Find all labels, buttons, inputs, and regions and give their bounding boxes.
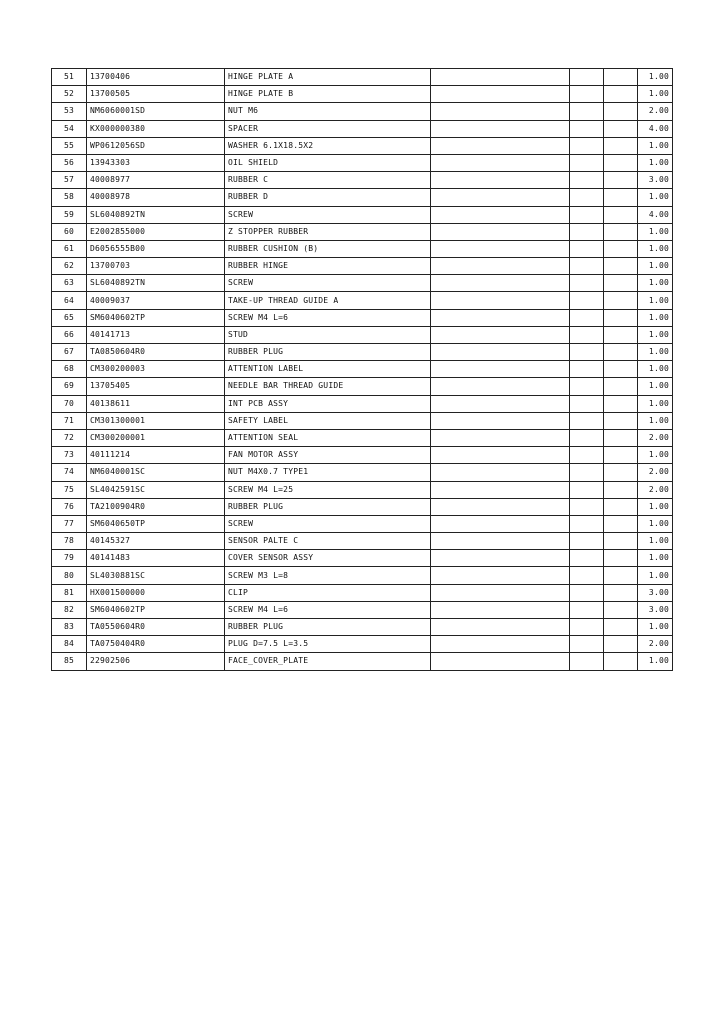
blank-cell [431, 447, 570, 464]
blank-cell [431, 344, 570, 361]
blank-cell [570, 481, 604, 498]
blank-cell [431, 189, 570, 206]
part-name-cell: NUT M6 [225, 103, 431, 120]
quantity-cell: 1.00 [638, 567, 673, 584]
part-name-cell: PLUG D=7.5 L=3.5 [225, 636, 431, 653]
blank-cell [431, 395, 570, 412]
blank-cell [570, 584, 604, 601]
blank-cell [431, 515, 570, 532]
item-number-cell: 72 [52, 429, 87, 446]
quantity-cell: 1.00 [638, 412, 673, 429]
part-name-cell: RUBBER PLUG [225, 619, 431, 636]
blank-cell [570, 636, 604, 653]
item-number-cell: 79 [52, 550, 87, 567]
blank-cell [570, 429, 604, 446]
blank-cell [570, 137, 604, 154]
quantity-cell: 2.00 [638, 464, 673, 481]
blank-cell [431, 550, 570, 567]
table-row [52, 240, 673, 257]
part-name-cell: HINGE PLATE B [225, 86, 431, 103]
blank-cell [431, 481, 570, 498]
blank-cell [604, 326, 638, 343]
part-name-cell: SCREW M4 L=6 [225, 309, 431, 326]
table-row [52, 189, 673, 206]
part-code-cell: D6056555B00 [87, 240, 225, 257]
item-number-cell: 62 [52, 258, 87, 275]
blank-cell [570, 498, 604, 515]
table-row [52, 344, 673, 361]
part-name-cell: ATTENTION SEAL [225, 429, 431, 446]
part-code-cell: 13943303 [87, 154, 225, 171]
blank-cell [570, 292, 604, 309]
blank-cell [570, 120, 604, 137]
blank-cell [570, 275, 604, 292]
part-name-cell: RUBBER CUSHION (B) [225, 240, 431, 257]
quantity-cell: 1.00 [638, 223, 673, 240]
part-name-cell: SCREW M4 L=6 [225, 601, 431, 618]
part-name-cell: OIL SHIELD [225, 154, 431, 171]
blank-cell [431, 361, 570, 378]
quantity-cell: 4.00 [638, 120, 673, 137]
blank-cell [570, 533, 604, 550]
part-code-cell: TA0850604R0 [87, 344, 225, 361]
part-code-cell: 13700703 [87, 258, 225, 275]
table-row [52, 172, 673, 189]
part-name-cell: SAFETY LABEL [225, 412, 431, 429]
blank-cell [604, 412, 638, 429]
item-number-cell: 63 [52, 275, 87, 292]
item-number-cell: 76 [52, 498, 87, 515]
part-code-cell: TA0550604R0 [87, 619, 225, 636]
blank-cell [570, 154, 604, 171]
blank-cell [604, 550, 638, 567]
item-number-cell: 54 [52, 120, 87, 137]
quantity-cell: 1.00 [638, 275, 673, 292]
table-row [52, 223, 673, 240]
item-number-cell: 57 [52, 172, 87, 189]
quantity-cell: 1.00 [638, 292, 673, 309]
table-row [52, 103, 673, 120]
part-name-cell: HINGE PLATE A [225, 69, 431, 86]
blank-cell [604, 69, 638, 86]
blank-cell [431, 103, 570, 120]
part-name-cell: RUBBER C [225, 172, 431, 189]
quantity-cell: 1.00 [638, 498, 673, 515]
blank-cell [431, 69, 570, 86]
part-name-cell: SCREW M3 L=8 [225, 567, 431, 584]
blank-cell [570, 326, 604, 343]
blank-cell [431, 378, 570, 395]
table-row [52, 636, 673, 653]
part-code-cell: CM300200001 [87, 429, 225, 446]
part-code-cell: KX000000380 [87, 120, 225, 137]
blank-cell [431, 120, 570, 137]
table-row [52, 533, 673, 550]
item-number-cell: 80 [52, 567, 87, 584]
quantity-cell: 1.00 [638, 447, 673, 464]
quantity-cell: 1.00 [638, 240, 673, 257]
quantity-cell: 3.00 [638, 601, 673, 618]
table-row [52, 653, 673, 670]
table-row [52, 567, 673, 584]
quantity-cell: 1.00 [638, 619, 673, 636]
part-name-cell: SCREW [225, 515, 431, 532]
part-name-cell: NUT M4X0.7 TYPE1 [225, 464, 431, 481]
blank-cell [604, 361, 638, 378]
blank-cell [604, 172, 638, 189]
blank-cell [604, 103, 638, 120]
part-code-cell: 40009037 [87, 292, 225, 309]
part-code-cell: SM6040602TP [87, 309, 225, 326]
blank-cell [604, 567, 638, 584]
item-number-cell: 65 [52, 309, 87, 326]
quantity-cell: 1.00 [638, 326, 673, 343]
blank-cell [570, 619, 604, 636]
table-row [52, 309, 673, 326]
quantity-cell: 2.00 [638, 636, 673, 653]
quantity-cell: 1.00 [638, 653, 673, 670]
blank-cell [431, 619, 570, 636]
blank-cell [431, 240, 570, 257]
item-number-cell: 52 [52, 86, 87, 103]
blank-cell [431, 258, 570, 275]
quantity-cell: 2.00 [638, 429, 673, 446]
part-code-cell: SM6040650TP [87, 515, 225, 532]
item-number-cell: 78 [52, 533, 87, 550]
blank-cell [431, 601, 570, 618]
parts-table-body [52, 69, 673, 671]
blank-cell [604, 206, 638, 223]
part-name-cell: RUBBER PLUG [225, 498, 431, 515]
table-row [52, 378, 673, 395]
table-row [52, 447, 673, 464]
blank-cell [431, 653, 570, 670]
part-code-cell: SM6040602TP [87, 601, 225, 618]
blank-cell [431, 636, 570, 653]
blank-cell [431, 498, 570, 515]
blank-cell [431, 309, 570, 326]
part-code-cell: 40008978 [87, 189, 225, 206]
table-row [52, 412, 673, 429]
item-number-cell: 56 [52, 154, 87, 171]
part-name-cell: SPACER [225, 120, 431, 137]
table-row [52, 137, 673, 154]
blank-cell [604, 584, 638, 601]
blank-cell [570, 103, 604, 120]
part-name-cell: COVER SENSOR ASSY [225, 550, 431, 567]
part-code-cell: E2002855000 [87, 223, 225, 240]
blank-cell [570, 601, 604, 618]
part-code-cell: CM300200003 [87, 361, 225, 378]
quantity-cell: 1.00 [638, 361, 673, 378]
table-row [52, 429, 673, 446]
blank-cell [431, 326, 570, 343]
blank-cell [604, 515, 638, 532]
part-code-cell: TA0750404R0 [87, 636, 225, 653]
part-code-cell: SL6040892TN [87, 206, 225, 223]
blank-cell [604, 481, 638, 498]
blank-cell [431, 275, 570, 292]
quantity-cell: 1.00 [638, 258, 673, 275]
part-code-cell: 40111214 [87, 447, 225, 464]
table-row [52, 86, 673, 103]
table-row [52, 206, 673, 223]
item-number-cell: 77 [52, 515, 87, 532]
blank-cell [570, 447, 604, 464]
blank-cell [431, 429, 570, 446]
quantity-cell: 3.00 [638, 172, 673, 189]
part-code-cell: TA2100904R0 [87, 498, 225, 515]
part-name-cell: INT PCB ASSY [225, 395, 431, 412]
blank-cell [570, 464, 604, 481]
part-name-cell: SCREW M4 L=25 [225, 481, 431, 498]
table-row [52, 69, 673, 86]
quantity-cell: 3.00 [638, 584, 673, 601]
blank-cell [604, 189, 638, 206]
part-code-cell: SL6040892TN [87, 275, 225, 292]
blank-cell [431, 584, 570, 601]
part-code-cell: 40145327 [87, 533, 225, 550]
part-code-cell: 40141483 [87, 550, 225, 567]
quantity-cell: 1.00 [638, 344, 673, 361]
blank-cell [570, 378, 604, 395]
part-name-cell: STUD [225, 326, 431, 343]
blank-cell [570, 653, 604, 670]
table-row [52, 361, 673, 378]
item-number-cell: 66 [52, 326, 87, 343]
quantity-cell: 1.00 [638, 515, 673, 532]
blank-cell [570, 258, 604, 275]
parts-table [51, 68, 673, 671]
quantity-cell: 1.00 [638, 69, 673, 86]
blank-cell [604, 137, 638, 154]
blank-cell [570, 86, 604, 103]
blank-cell [604, 240, 638, 257]
part-name-cell: FAN MOTOR ASSY [225, 447, 431, 464]
quantity-cell: 2.00 [638, 481, 673, 498]
part-code-cell: CM301300001 [87, 412, 225, 429]
blank-cell [604, 378, 638, 395]
part-code-cell: 13700406 [87, 69, 225, 86]
blank-cell [431, 154, 570, 171]
quantity-cell: 1.00 [638, 395, 673, 412]
table-row [52, 154, 673, 171]
blank-cell [604, 447, 638, 464]
blank-cell [604, 464, 638, 481]
blank-cell [570, 344, 604, 361]
item-number-cell: 69 [52, 378, 87, 395]
item-number-cell: 70 [52, 395, 87, 412]
blank-cell [431, 292, 570, 309]
part-code-cell: HX001500000 [87, 584, 225, 601]
blank-cell [604, 292, 638, 309]
blank-cell [604, 86, 638, 103]
quantity-cell: 1.00 [638, 550, 673, 567]
blank-cell [570, 189, 604, 206]
item-number-cell: 60 [52, 223, 87, 240]
table-row [52, 464, 673, 481]
part-name-cell: FACE_COVER_PLATE [225, 653, 431, 670]
item-number-cell: 61 [52, 240, 87, 257]
quantity-cell: 4.00 [638, 206, 673, 223]
item-number-cell: 68 [52, 361, 87, 378]
quantity-cell: 1.00 [638, 309, 673, 326]
part-name-cell: ATTENTION LABEL [225, 361, 431, 378]
table-row [52, 481, 673, 498]
table-row [52, 258, 673, 275]
blank-cell [570, 412, 604, 429]
part-name-cell: SCREW [225, 275, 431, 292]
table-row [52, 619, 673, 636]
blank-cell [570, 206, 604, 223]
blank-cell [570, 69, 604, 86]
item-number-cell: 74 [52, 464, 87, 481]
blank-cell [604, 619, 638, 636]
part-name-cell: NEEDLE BAR THREAD GUIDE [225, 378, 431, 395]
part-name-cell: Z STOPPER RUBBER [225, 223, 431, 240]
part-code-cell: 40138611 [87, 395, 225, 412]
part-name-cell: RUBBER PLUG [225, 344, 431, 361]
blank-cell [570, 567, 604, 584]
blank-cell [431, 172, 570, 189]
part-code-cell: 40141713 [87, 326, 225, 343]
part-name-cell: SCREW [225, 206, 431, 223]
table-row [52, 550, 673, 567]
blank-cell [570, 361, 604, 378]
blank-cell [604, 258, 638, 275]
table-row [52, 601, 673, 618]
table-row [52, 584, 673, 601]
blank-cell [604, 636, 638, 653]
item-number-cell: 82 [52, 601, 87, 618]
part-name-cell: TAKE-UP THREAD GUIDE A [225, 292, 431, 309]
blank-cell [604, 498, 638, 515]
blank-cell [604, 601, 638, 618]
item-number-cell: 71 [52, 412, 87, 429]
blank-cell [570, 172, 604, 189]
item-number-cell: 51 [52, 69, 87, 86]
item-number-cell: 73 [52, 447, 87, 464]
quantity-cell: 1.00 [638, 137, 673, 154]
blank-cell [431, 567, 570, 584]
blank-cell [570, 550, 604, 567]
blank-cell [604, 120, 638, 137]
blank-cell [604, 395, 638, 412]
item-number-cell: 67 [52, 344, 87, 361]
blank-cell [604, 344, 638, 361]
table-row [52, 515, 673, 532]
blank-cell [604, 154, 638, 171]
quantity-cell: 2.00 [638, 103, 673, 120]
item-number-cell: 53 [52, 103, 87, 120]
blank-cell [431, 206, 570, 223]
part-code-cell: NM6060001SD [87, 103, 225, 120]
part-name-cell: WASHER 6.1X18.5X2 [225, 137, 431, 154]
quantity-cell: 1.00 [638, 189, 673, 206]
table-row [52, 395, 673, 412]
blank-cell [570, 515, 604, 532]
blank-cell [604, 533, 638, 550]
item-number-cell: 59 [52, 206, 87, 223]
quantity-cell: 1.00 [638, 533, 673, 550]
part-code-cell: SL4042591SC [87, 481, 225, 498]
part-name-cell: SENSOR PALTE C [225, 533, 431, 550]
blank-cell [604, 223, 638, 240]
part-code-cell: 13705405 [87, 378, 225, 395]
part-name-cell: RUBBER HINGE [225, 258, 431, 275]
blank-cell [431, 412, 570, 429]
blank-cell [431, 86, 570, 103]
table-row [52, 292, 673, 309]
table-row [52, 275, 673, 292]
part-code-cell: WP0612056SD [87, 137, 225, 154]
part-code-cell: SL4030881SC [87, 567, 225, 584]
item-number-cell: 83 [52, 619, 87, 636]
part-code-cell: 40008977 [87, 172, 225, 189]
blank-cell [570, 309, 604, 326]
blank-cell [604, 429, 638, 446]
part-name-cell: RUBBER D [225, 189, 431, 206]
blank-cell [604, 309, 638, 326]
blank-cell [604, 275, 638, 292]
part-name-cell: CLIP [225, 584, 431, 601]
item-number-cell: 55 [52, 137, 87, 154]
blank-cell [431, 533, 570, 550]
item-number-cell: 81 [52, 584, 87, 601]
quantity-cell: 1.00 [638, 86, 673, 103]
blank-cell [431, 137, 570, 154]
item-number-cell: 85 [52, 653, 87, 670]
table-row [52, 498, 673, 515]
item-number-cell: 84 [52, 636, 87, 653]
blank-cell [431, 464, 570, 481]
part-code-cell: 22902506 [87, 653, 225, 670]
item-number-cell: 58 [52, 189, 87, 206]
part-code-cell: NM6040001SC [87, 464, 225, 481]
item-number-cell: 75 [52, 481, 87, 498]
blank-cell [570, 240, 604, 257]
blank-cell [431, 223, 570, 240]
blank-cell [570, 395, 604, 412]
item-number-cell: 64 [52, 292, 87, 309]
blank-cell [570, 223, 604, 240]
quantity-cell: 1.00 [638, 154, 673, 171]
table-row [52, 326, 673, 343]
quantity-cell: 1.00 [638, 378, 673, 395]
part-code-cell: 13700505 [87, 86, 225, 103]
blank-cell [604, 653, 638, 670]
table-row [52, 120, 673, 137]
